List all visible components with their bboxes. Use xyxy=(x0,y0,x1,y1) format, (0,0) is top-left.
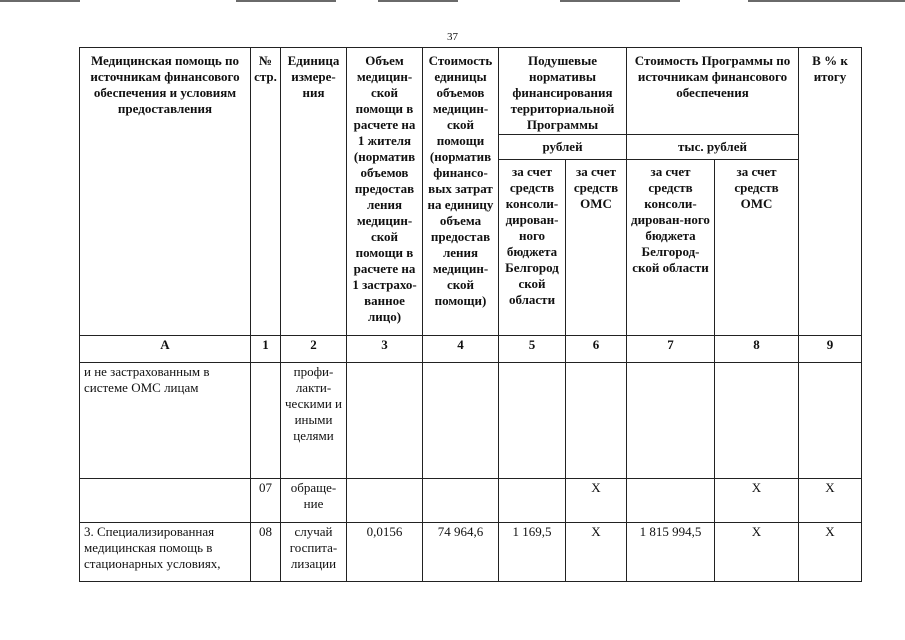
col-number: 6 xyxy=(566,336,627,363)
row-cell xyxy=(347,363,423,479)
row-cell: Х xyxy=(799,479,862,523)
col-number: 3 xyxy=(347,336,423,363)
row-line-number xyxy=(251,363,281,479)
row-cell xyxy=(627,363,715,479)
row-label xyxy=(80,479,251,523)
row-cell xyxy=(566,363,627,479)
row-unit: обраще-ние xyxy=(281,479,347,523)
row-cell: 0,0156 xyxy=(347,523,423,582)
header-col-3: Объем медицин-ской помощи в расчете на 1 жителя (норматив объемов предостав ления медицин-ской помощи в расчете на 1 застрахо-ванное лицо) xyxy=(347,48,423,336)
header-unit-thousand-rubles: тыс. рублей xyxy=(627,135,799,160)
header-unit-rubles: рублей xyxy=(499,135,627,160)
row-cell: 74 964,6 xyxy=(423,523,499,582)
col-number: 2 xyxy=(281,336,347,363)
header-col-9: В % к итогу xyxy=(799,48,862,336)
header-col-2: Единица измере-ния xyxy=(281,48,347,336)
col-number: 8 xyxy=(715,336,799,363)
header-col-7: за счет средств консоли-дирован-ного бюджета Белгород-ской области xyxy=(627,160,715,336)
row-unit: случай госпита-лизации xyxy=(281,523,347,582)
col-number: 5 xyxy=(499,336,566,363)
row-cell xyxy=(499,363,566,479)
col-number: А xyxy=(80,336,251,363)
row-cell xyxy=(423,479,499,523)
header-col-5: за счет средств консоли-дирован-ного бюджета Белгород ской области xyxy=(499,160,566,336)
header-group-per-capita: Подушевые нормативы финансирования территориальной Программы xyxy=(499,48,627,135)
row-line-number: 08 xyxy=(251,523,281,582)
header-col-a: Медицинская помощь по источникам финансового обеспечения и условиям предоставления xyxy=(80,48,251,336)
row-cell: Х xyxy=(566,523,627,582)
scan-edge-marks xyxy=(0,0,905,4)
row-cell: Х xyxy=(715,479,799,523)
row-cell xyxy=(423,363,499,479)
row-cell: Х xyxy=(799,523,862,582)
column-number-row xyxy=(80,336,862,363)
col-number: 4 xyxy=(423,336,499,363)
header-col-8: за счет средств ОМС xyxy=(715,160,799,336)
table-row xyxy=(80,363,862,479)
page-number: 37 xyxy=(447,31,458,43)
header-col-1: № стр. xyxy=(251,48,281,336)
row-cell xyxy=(715,363,799,479)
row-cell: Х xyxy=(566,479,627,523)
row-label: и не застрахованным в системе ОМС лицам xyxy=(80,363,251,479)
row-cell: 1 815 994,5 xyxy=(627,523,715,582)
row-line-number: 07 xyxy=(251,479,281,523)
row-label: 3. Специализированная медицинская помощь в стационарных условиях, xyxy=(80,523,251,582)
header-col-6: за счет средств ОМС xyxy=(566,160,627,336)
row-cell xyxy=(627,479,715,523)
row-cell xyxy=(347,479,423,523)
table-row xyxy=(80,479,862,523)
row-cell: Х xyxy=(715,523,799,582)
col-number: 1 xyxy=(251,336,281,363)
header-group-program-cost: Стоимость Программы по источникам финансового обеспечения xyxy=(627,48,799,135)
row-unit: профи-лакти-ческими и иными целями xyxy=(281,363,347,479)
financing-table xyxy=(79,47,862,582)
table-row xyxy=(80,523,862,582)
col-number: 9 xyxy=(799,336,862,363)
col-number: 7 xyxy=(627,336,715,363)
row-cell: 1 169,5 xyxy=(499,523,566,582)
header-col-4: Стоимость единицы объемов медицин-ской помощи (норматив финансо-вых затрат на единицу объема предостав ления медицин-ской помощи) xyxy=(423,48,499,336)
row-cell xyxy=(799,363,862,479)
row-cell xyxy=(499,479,566,523)
